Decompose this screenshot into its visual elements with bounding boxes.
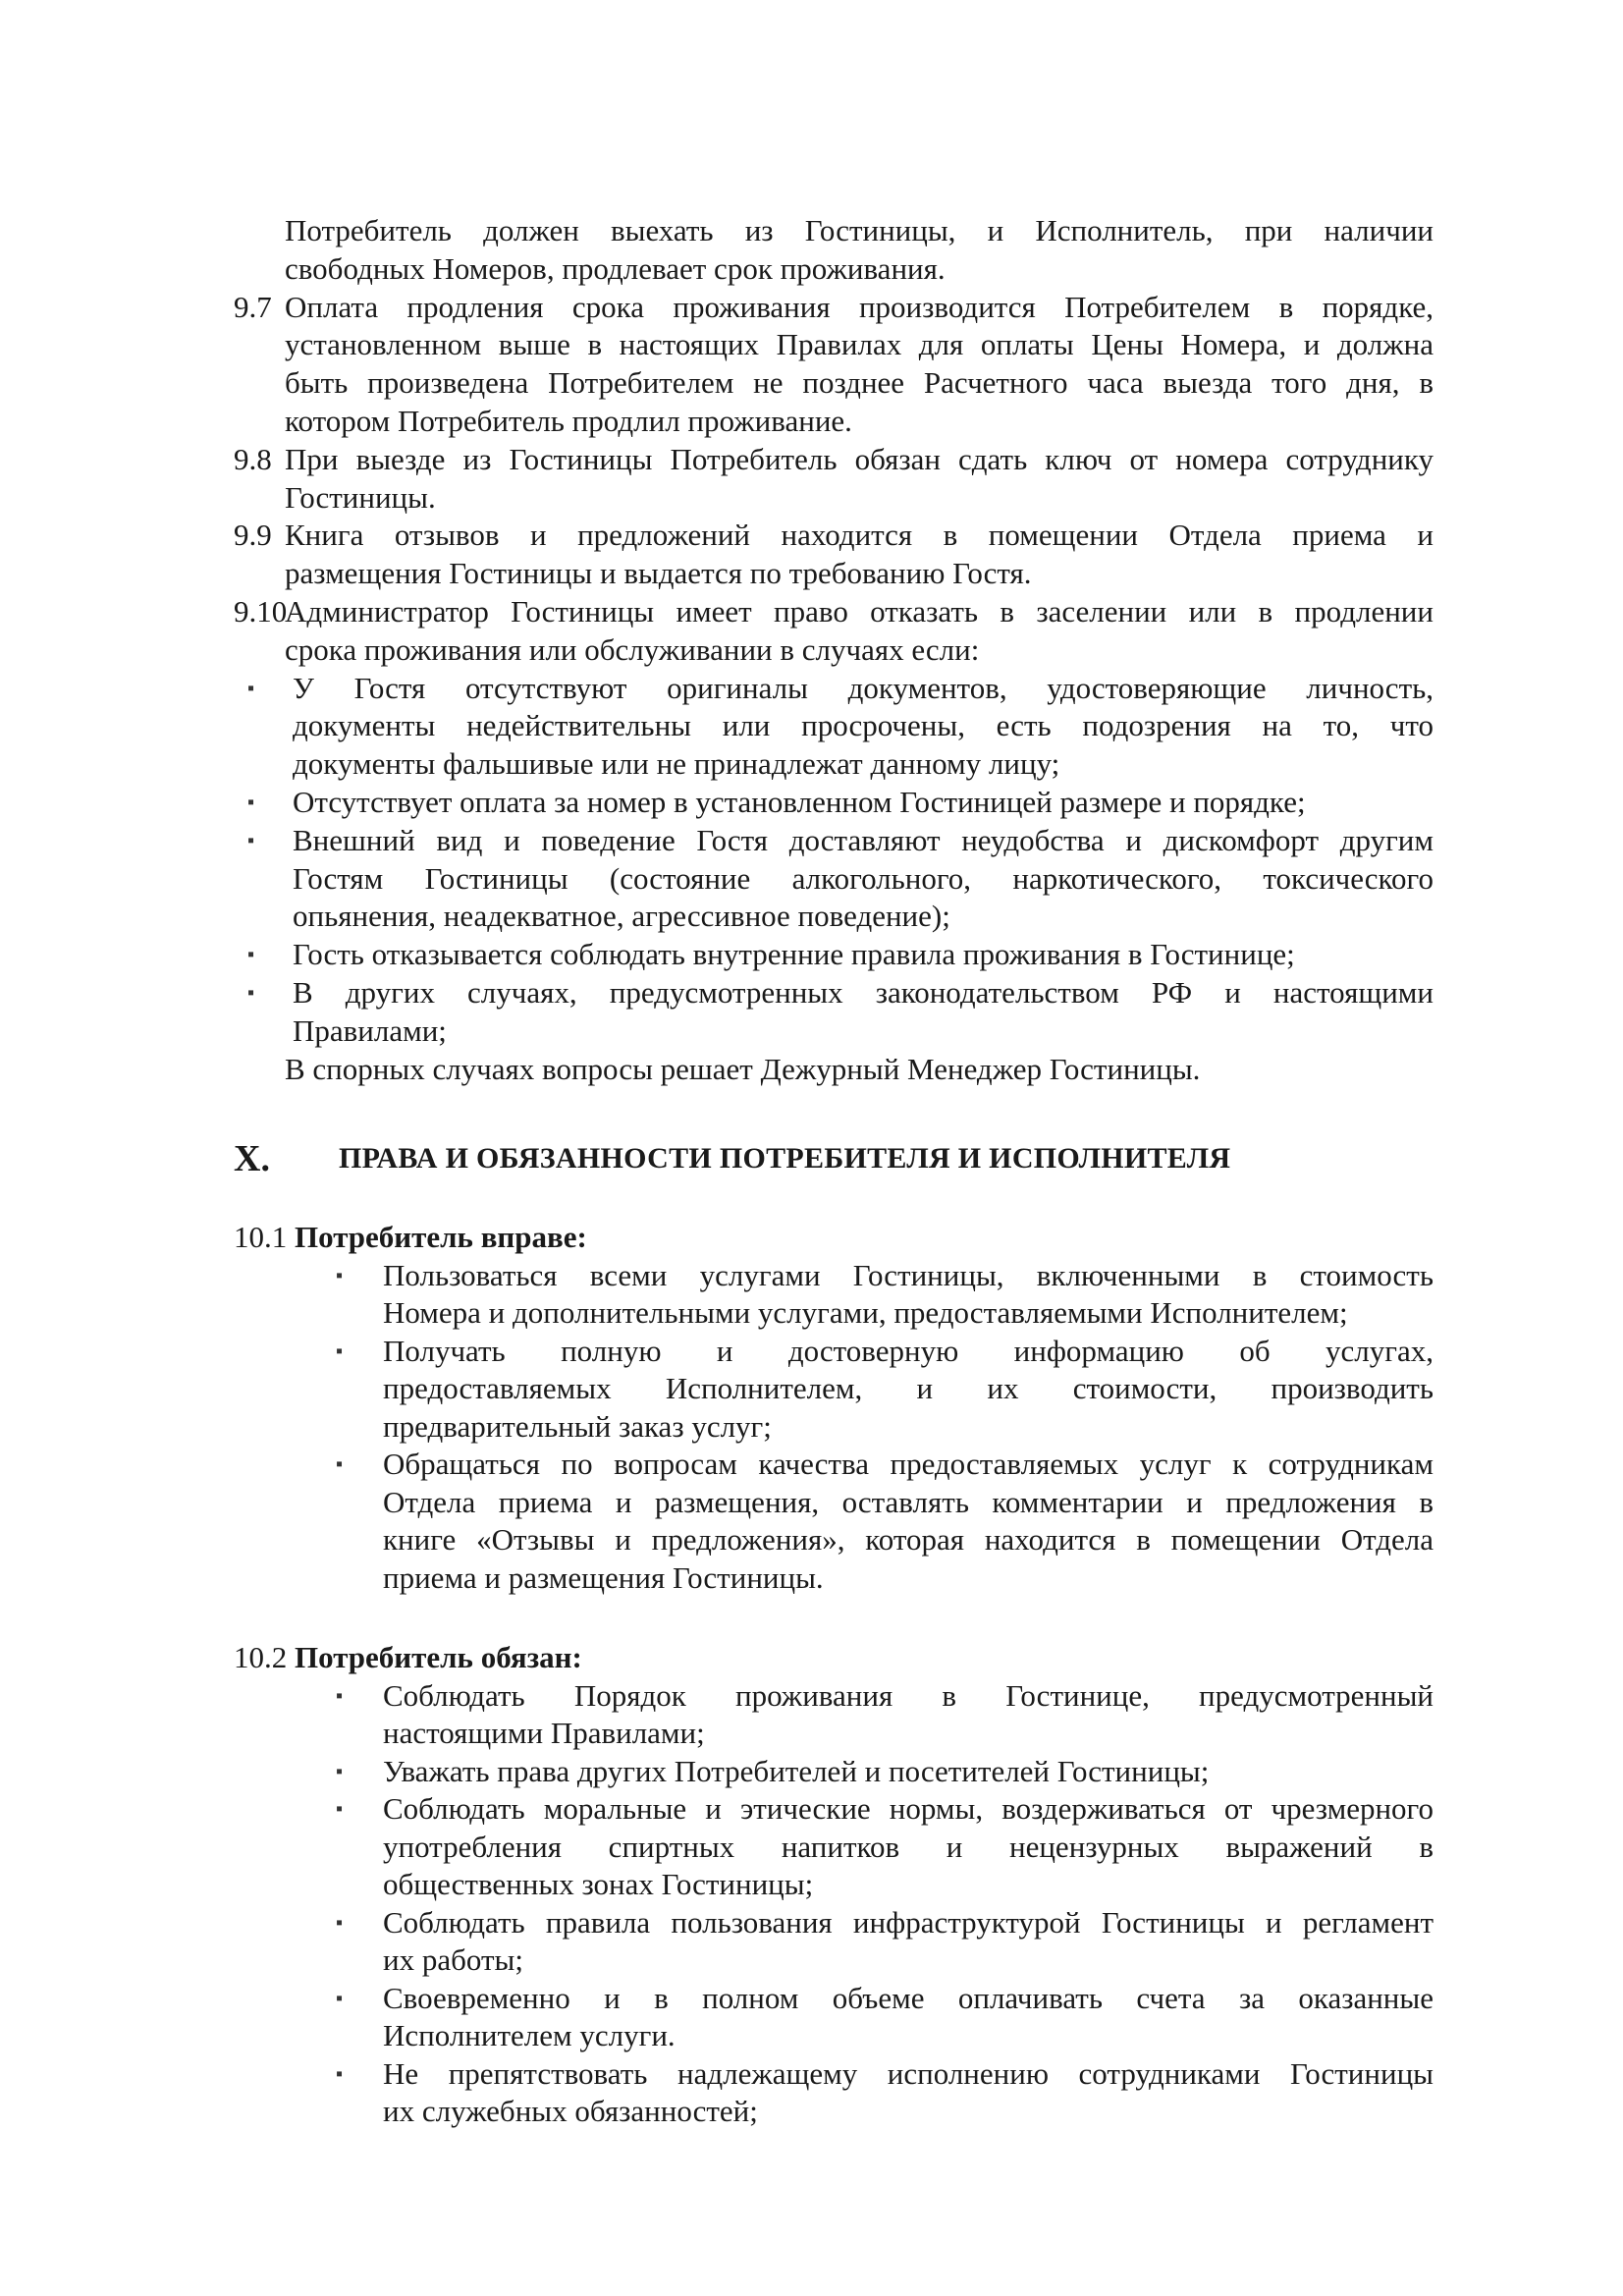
- text-line: Получать полную и достоверную информацию об услугах,: [383, 1333, 1434, 1368]
- bullet-icon: ▪: [336, 1798, 344, 1820]
- bullet-icon: ▪: [336, 1987, 344, 2009]
- text-line: настоящими Правилами;: [383, 1716, 705, 1750]
- bullet-icon: ▪: [247, 677, 255, 699]
- bullet-icon: ▪: [336, 1760, 344, 1782]
- text-line: Оплата продления срока проживания производится Потребителем в порядке,: [285, 289, 1434, 324]
- text-line: книге «Отзывы и предложения», которая находится в помещении Отдела: [383, 1522, 1434, 1557]
- text-line: Гостям Гостиницы (состояние алкогольного, наркотического, токсического: [293, 860, 1434, 896]
- text-line: размещения Гостиницы и выдается по требованию Гостя.: [285, 556, 1032, 591]
- text-line: Администратор Гостиницы имеет право отказать в заселении или в продлении: [285, 593, 1434, 629]
- subsection: [0, 1219, 1623, 1257]
- bullet-icon: ▪: [336, 1684, 344, 1707]
- paragraph: [0, 441, 1623, 518]
- text-line: опьянения, неадекватное, агрессивное поведение);: [293, 899, 950, 934]
- text-line: Отдела приема и размещения, оставлять комментарии и предложения в: [383, 1484, 1434, 1519]
- text-line: Соблюдать Порядок проживания в Гостинице, предусмотренный: [383, 1677, 1434, 1713]
- text-line: документы недействительны или просрочены, есть подозрения на то, что: [293, 708, 1434, 743]
- list-item: [0, 2055, 1623, 2131]
- bullet-icon: ▪: [336, 2062, 344, 2085]
- subsection: [0, 1639, 1623, 1677]
- list-item: [0, 822, 1623, 936]
- paragraph: [0, 212, 1623, 289]
- list-item: [0, 1677, 1623, 1753]
- bullet-icon: ▪: [247, 944, 255, 966]
- list-item: [0, 670, 1623, 784]
- text-line: Внешний вид и поведение Гостя доставляют неудобства и дискомфорт другим: [293, 822, 1434, 857]
- list-item: [0, 1790, 1623, 1904]
- section-title: ПРАВА И ОБЯЗАННОСТИ ПОТРЕБИТЕЛЯ И ИСПОЛНИТЕЛЯ: [339, 1142, 1231, 1175]
- bullet-icon: ▪: [336, 1264, 344, 1286]
- clause-number: 10.1: [234, 1220, 288, 1254]
- text-line: их служебных обязанностей;: [383, 2094, 758, 2128]
- text-line: предварительный заказ услуг;: [383, 1408, 772, 1444]
- text-line: Не препятствовать надлежащему исполнению сотрудниками Гостиницы: [383, 2055, 1434, 2091]
- section-number: X.: [234, 1138, 270, 1179]
- bullet-icon: ▪: [336, 1453, 344, 1475]
- bullet-icon: ▪: [247, 829, 255, 851]
- text-line: свободных Номеров, продлевает срок проживания.: [285, 250, 946, 286]
- paragraph: [0, 289, 1623, 441]
- bullet-icon: ▪: [247, 981, 255, 1004]
- text-line: быть произведена Потребителем не позднее Расчетного часа выезда того дня, в: [285, 365, 1434, 401]
- clause-number: 9.8: [234, 441, 272, 476]
- text-line: общественных зонах Гостиницы;: [383, 1867, 814, 1901]
- list-item: [0, 1446, 1623, 1597]
- list-item: [0, 936, 1623, 974]
- list-item: [0, 1333, 1623, 1447]
- text-line: Потребитель обязан:: [295, 1640, 582, 1674]
- clause-number: 9.7: [234, 289, 272, 324]
- text-line: Своевременно и в полном объеме оплачивать счета за оказанные: [383, 1980, 1434, 2015]
- list-item: [0, 974, 1623, 1051]
- text-line: установленном выше в настоящих Правилах для оплаты Цены Номера, и должна: [285, 327, 1434, 362]
- text-line: документы фальшивые или не принадлежат данному лицу;: [293, 746, 1060, 782]
- text-line: Исполнителем услуги.: [383, 2018, 676, 2052]
- text-line: Обращаться по вопросам качества предоставляемых услуг к сотрудникам: [383, 1447, 1434, 1481]
- text-line: Гость отказывается соблюдать внутренние правила проживания в Гостинице;: [293, 937, 1295, 972]
- text-line: Соблюдать моральные и этические нормы, воздерживаться от чрезмерного: [383, 1791, 1434, 1826]
- section-10-heading: [0, 1137, 1623, 1180]
- text-line: Пользоваться всеми услугами Гостиницы, включенными в стоимость: [383, 1257, 1434, 1292]
- clause-number: 9.10: [234, 593, 288, 629]
- bullet-icon: ▪: [336, 1339, 344, 1362]
- list-item: [0, 1753, 1623, 1791]
- text-line: употребления спиртных напитков и нецензурных выражений в: [383, 1829, 1434, 1864]
- text-line: Соблюдать правила пользования инфраструктурой Гостиницы и регламент: [383, 1904, 1434, 1940]
- text-line: Правилами;: [293, 1012, 447, 1048]
- text-line: В других случаях, предусмотренных законодательством РФ и настоящими: [293, 974, 1434, 1010]
- text-line: В спорных случаях вопросы решает Дежурный Менеджер Гостиницы.: [285, 1051, 1201, 1086]
- text-line: их работы;: [383, 1942, 523, 1977]
- text-line: срока проживания или обслуживании в случаях если:: [285, 631, 980, 667]
- section-10-2: [0, 1639, 1623, 2131]
- text-line: Отсутствует оплата за номер в установленном Гостиницей размере и порядке;: [293, 784, 1306, 819]
- clause-number: 9.9: [234, 518, 272, 553]
- bullet-icon: ▪: [336, 1911, 344, 1934]
- paragraph: [0, 593, 1623, 670]
- section-9-tail: [0, 212, 1623, 1088]
- text-line: приема и размещения Гостиницы.: [383, 1559, 824, 1595]
- text-line: Потребитель должен выехать из Гостиницы, и Исполнитель, при наличии: [285, 213, 1434, 247]
- text-line: котором Потребитель продлил проживание.: [285, 403, 852, 438]
- list-item: [0, 1904, 1623, 1980]
- list-item: [0, 784, 1623, 822]
- list-item: [0, 1257, 1623, 1333]
- clause-number: 10.2: [234, 1640, 288, 1674]
- text-line: При выезде из Гостиницы Потребитель обязан сдать ключ от номера сотруднику: [285, 441, 1434, 476]
- section-10-1: [0, 1219, 1623, 1597]
- text-line: Уважать права других Потребителей и посетителей Гостиницы;: [383, 1753, 1210, 1788]
- paragraph: [0, 517, 1623, 593]
- text-line: У Гостя отсутствуют оригиналы документов, удостоверяющие личность,: [293, 670, 1434, 705]
- text-line: Книга отзывов и предложений находится в помещении Отдела приема и: [285, 518, 1434, 553]
- text-line: Номера и дополнительными услугами, предоставляемыми Исполнителем;: [383, 1295, 1348, 1330]
- text-line: Потребитель вправе:: [295, 1220, 587, 1254]
- bullet-icon: ▪: [247, 791, 255, 813]
- text-line: предоставляемых Исполнителем, и их стоимости, производить: [383, 1371, 1434, 1405]
- list-item: [0, 1980, 1623, 2055]
- paragraph: [0, 1051, 1623, 1089]
- text-line: Гостиницы.: [285, 479, 436, 515]
